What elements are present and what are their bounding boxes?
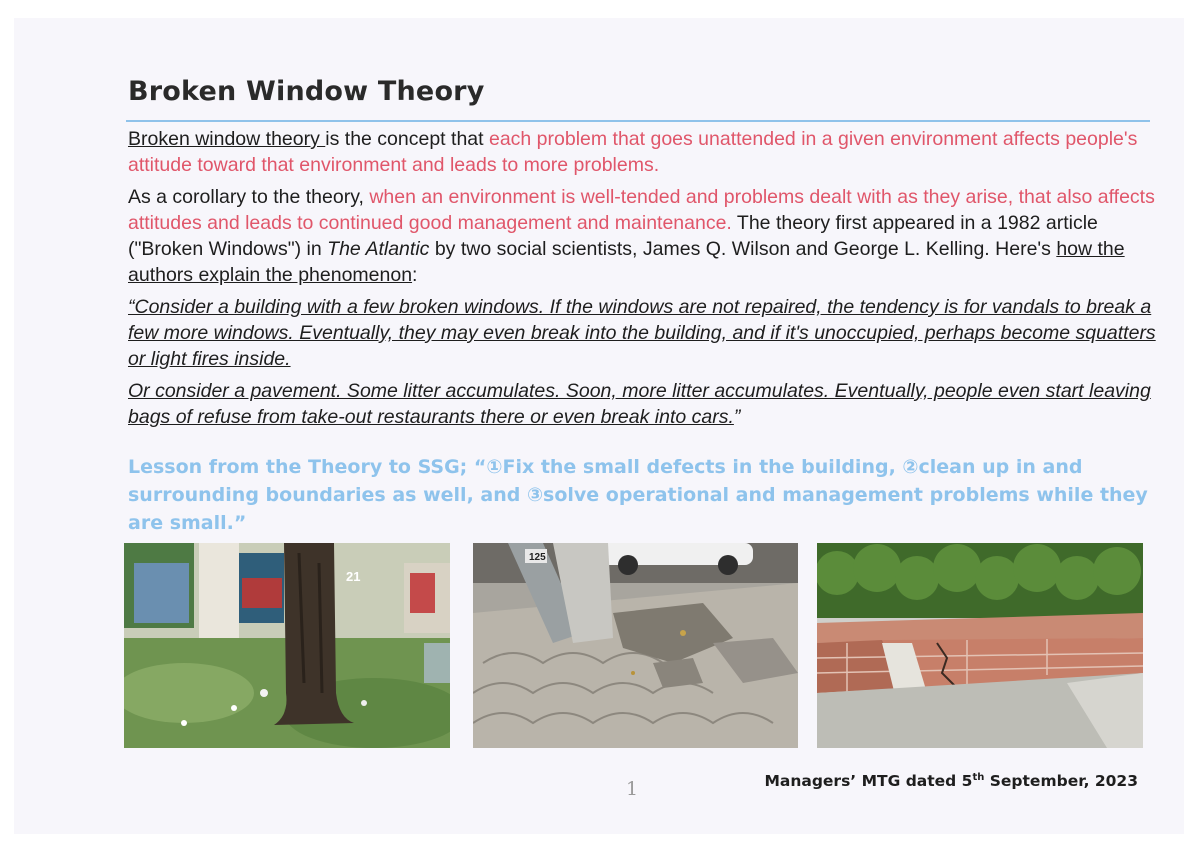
broken-pavement-photo: [473, 543, 798, 748]
publication-title: The Atlantic: [327, 238, 430, 260]
corollary-end: :: [412, 264, 418, 286]
definition-highlight: each problem that goes unattended in a given environment affects people's attitude toward that environment and leads to more problems.: [128, 128, 1138, 176]
explanation-link-text: how the authors explain the phenomenon: [128, 238, 1125, 286]
slide-title: Broken Window Theory: [128, 76, 485, 107]
footer-meeting-date: [764, 772, 1138, 790]
corollary-text: The theory first appeared in a 1982 article ("Broken Windows") in: [128, 212, 1098, 260]
tree-number-label: 21: [346, 569, 361, 584]
quote-pavement-wrap: [128, 378, 1158, 430]
title-divider: [126, 120, 1150, 122]
corollary-highlight: when an environment is well-tended and problems dealt with as they arise, that also affects attitudes and leads to continued good management and maintenance.: [128, 186, 1155, 234]
footer-text-end: September, 2023: [984, 772, 1138, 791]
footer-text-start: Managers’ MTG dated 5: [764, 772, 973, 791]
quote-building: “Consider a building with a few broken windows. If the windows are not repaired, the tendency is for vandals to break a few more windows. Eventually, they may even break into the building, and if it's unoccupied, perhaps become squatters or light fires inside.: [128, 296, 1156, 370]
definition-text: is the concept that: [325, 128, 489, 150]
footer-superscript: th: [972, 772, 985, 783]
corollary-authors: by two social scientists, James Q. Wilson and George L. Kelling. Here's: [429, 238, 1057, 260]
quote-close-mark: ”: [733, 406, 741, 428]
cracked-brick-wall-photo: [817, 543, 1143, 748]
pole-number-label: 125: [529, 552, 546, 563]
tree-with-litter-photo: [124, 543, 450, 748]
quote-pavement: Or consider a pavement. Some litter accumulates. Soon, more litter accumulates. Eventually, people even start leaving bags of refuse from take-out restaurants there or even break into cars.: [128, 380, 1151, 428]
term-broken-window-theory: Broken window theory: [128, 128, 326, 150]
paragraph-corollary: [128, 184, 1158, 288]
page-number: 1: [626, 778, 639, 800]
paragraph-definition: [128, 126, 1158, 178]
lesson-text: Lesson from the Theory to SSG; “①Fix the small defects in the building, ②clean up in and surrounding boundaries as well, and ③solve operational and management problems while they are small.”: [128, 456, 1148, 534]
slide: [14, 18, 1184, 834]
corollary-intro: As a corollary to the theory,: [128, 186, 370, 208]
slide-body: [128, 126, 1158, 436]
